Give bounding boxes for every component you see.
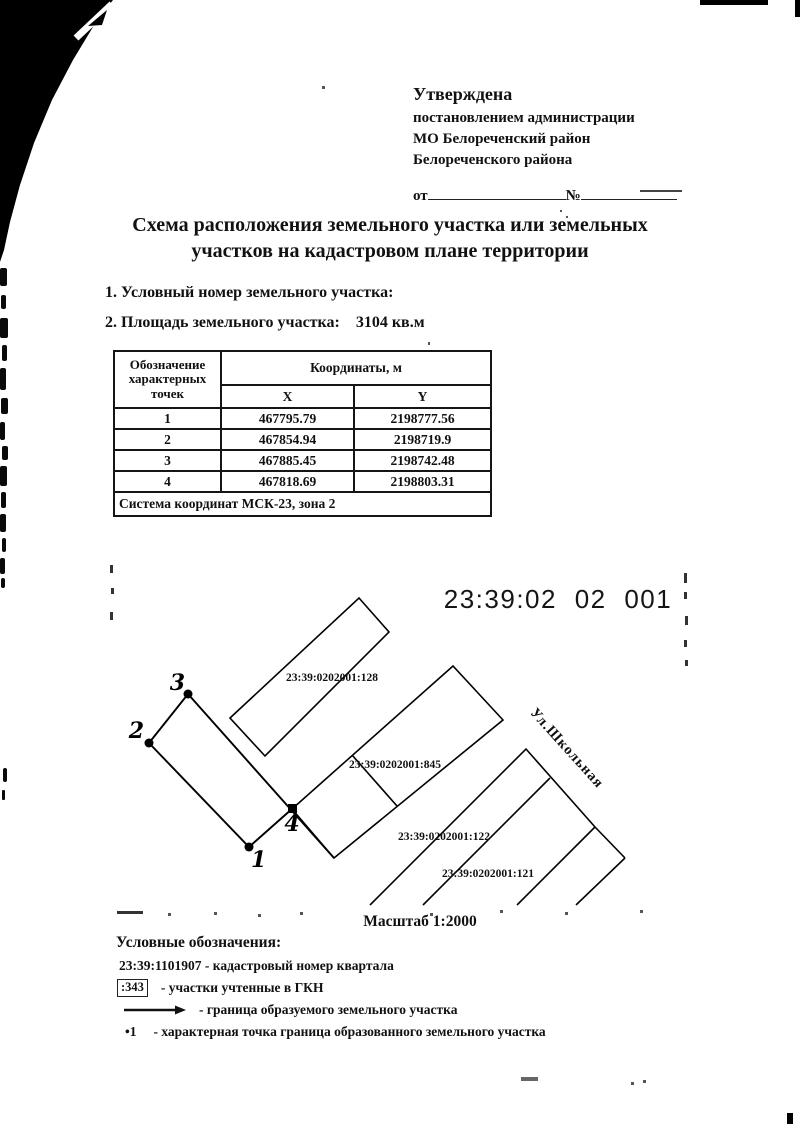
point-1-label: 1 [251,847,267,873]
area-label: 2. Площадь земельного участка: [105,314,340,331]
legend-item-boundary [123,1002,457,1018]
point-number: 3 [114,450,221,471]
table-row [114,429,491,450]
title-line-2: участков на кадастровом плане территории [191,240,589,262]
coord-x: 467818.69 [221,471,354,492]
legend-item-characteristic-point [125,1024,546,1040]
coord-y: 2198777.56 [354,408,491,429]
approval-line: МО Белореченский район [413,131,591,147]
coord-y: 2198803.31 [354,471,491,492]
item-conditional-number: 1. Условный номер земельного участка: [105,284,394,301]
approval-date-number-line [413,186,703,205]
column-header-y: Y [354,385,491,408]
parcel-121-edge [517,827,595,905]
parcel-121-label: 23:39:0202001:121 [442,868,534,880]
point-number: 2 [114,429,221,450]
scale-label: Масштаб 1:2000 [363,913,477,930]
parcel-number-box: :343 [117,979,148,997]
table-row [114,471,491,492]
parcel-845-label: 23:39:0202001:845 [349,759,441,771]
approval-block [413,84,703,205]
scan-artifact-edge-marks [700,0,800,1124]
cadastral-plan-drawing [100,540,710,940]
coordinates-table [113,350,492,517]
approval-title: Утверждена [413,84,513,104]
date-prefix: от [413,188,428,204]
column-header-x: X [221,385,354,408]
number-prefix: № [565,188,581,204]
point-number: 1 [114,408,221,429]
legend-item-text: - граница образуемого земельного участка [199,1002,458,1017]
table-row [114,408,491,429]
legend-heading: Условные обозначения: [116,934,282,951]
point-2-marker [145,739,154,748]
approval-line: постановлением администрации [413,110,635,126]
approval-line: Белореченского района [413,152,573,168]
legend-item-registered-parcels [117,979,323,997]
scan-artifact-left-streaks [0,268,8,800]
coord-x: 467885.45 [221,450,354,471]
street-name-label: Ул.Школьная [526,705,607,792]
cadastral-quarter-number: 23:39:02 02 001 [443,584,673,614]
point-number: 4 [114,471,221,492]
coord-x: 467795.79 [221,408,354,429]
formed-plot-long-boundary [188,694,334,858]
column-header-points: Обозначение характерных точек [114,351,221,408]
table-footer-row [114,492,491,516]
formed-plot-boundary [149,694,293,847]
point-4-label: 4 [284,811,300,837]
column-header-coordinates: Координаты, м [221,351,491,385]
point-3-label: 3 [169,670,185,696]
title-line-1: Схема расположения земельного участка или земельных [132,214,648,236]
coord-y: 2198742.48 [354,450,491,471]
coordinate-system-note: Система координат МСК-23, зона 2 [114,492,491,516]
legend-item-text: - характерная точка граница образованного земельного участка [153,1024,546,1039]
area-value: 3104 кв.м [355,314,425,331]
boundary-arrow-icon [123,1004,187,1016]
point-2-label: 2 [128,718,144,744]
point-symbol: •1 [125,1024,137,1039]
table-header-row [114,351,491,385]
number-blank-line [581,186,677,200]
item-area [105,314,425,332]
parcel-128-label: 23:39:0202001:128 [286,672,378,684]
legend-item-quarter: 23:39:1101907 - кадастровый номер квартала [119,958,394,973]
table-row [114,450,491,471]
document-title [60,212,720,264]
date-blank-line [428,186,566,200]
parcel-122-label: 23:39:0202001:122 [398,831,490,843]
parcel-strip-edge [576,858,625,905]
legend-item-text: - участки учтенные в ГКН [160,980,324,995]
coord-y: 2198719.9 [354,429,491,450]
coord-x: 467854.94 [221,429,354,450]
